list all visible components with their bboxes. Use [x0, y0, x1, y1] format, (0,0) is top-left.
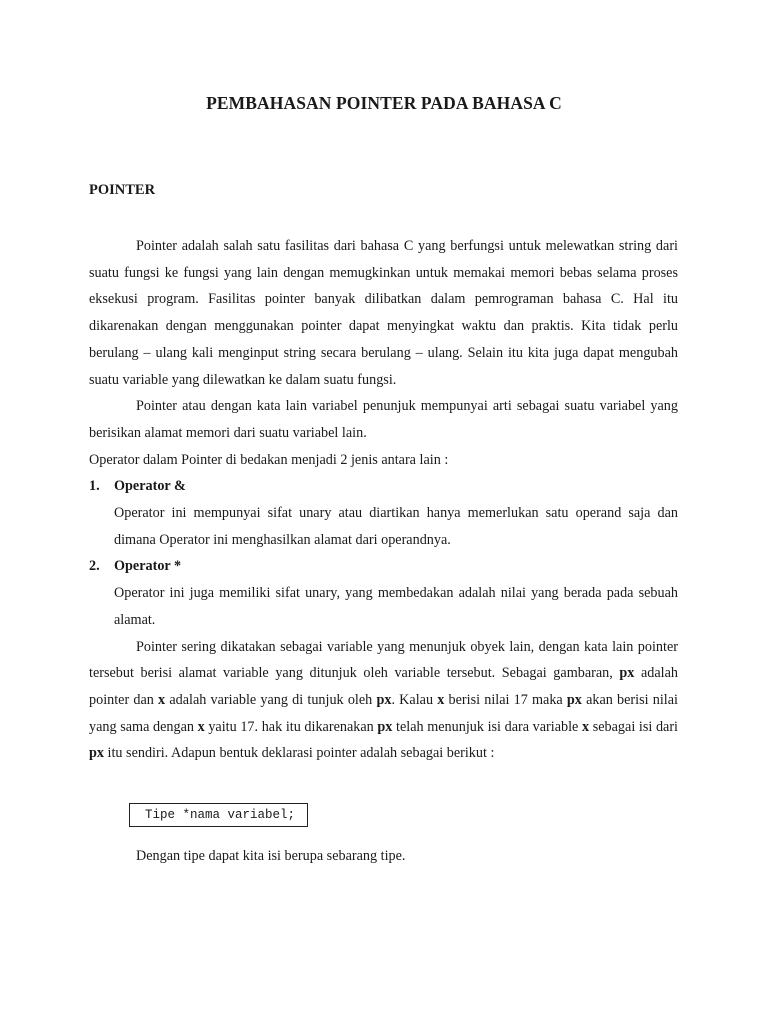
- var-x: x: [197, 718, 205, 735]
- code-declaration-box: Tipe *nama variabel;: [129, 803, 308, 827]
- var-px: px: [566, 691, 582, 708]
- var-px: px: [376, 691, 392, 708]
- section-heading: POINTER: [89, 182, 156, 198]
- document-title: PEMBAHASAN POINTER PADA BAHASA C: [206, 93, 562, 113]
- paragraph-3: [89, 634, 678, 768]
- var-px: px: [619, 665, 635, 682]
- text-run: akan berisi nilai yang sama dengan: [89, 691, 678, 735]
- list-number: 2.: [89, 558, 100, 575]
- text-run: berisi nilai 17 maka: [444, 691, 567, 708]
- paragraph-2: Pointer atau dengan kata lain variabel penunjuk mempunyai arti sebagai suatu variabel yang berisikan alamat memori dari suatu variabel lain.: [89, 398, 678, 441]
- text-run: . Kalau: [391, 691, 438, 708]
- text-run: adalah variable yang di tunjuk oleh: [165, 691, 377, 708]
- document-body: [89, 233, 678, 767]
- text-run: adalah pointer dan: [89, 665, 678, 708]
- list-number: 1.: [89, 478, 100, 495]
- operator-item-1: [89, 473, 678, 500]
- operator-title: Operator *: [114, 558, 182, 575]
- text-run: Pointer sering dikatakan sebagai variable yang menunjuk obyek lain, dengan kata lain pointer tersebut berisi alamat variable yang ditunjuk oleh variable tersebut. Sebagai gambaran,: [89, 638, 678, 682]
- text-run: sebagai isi dari: [589, 718, 678, 735]
- var-x: x: [582, 718, 590, 735]
- text-run: telah menunjuk isi dara variable: [392, 718, 582, 735]
- operator-description: Operator ini mempunyai sifat unary atau diartikan hanya memerlukan satu operand saja dan dimana Operator ini menghasilkan alamat dari operandnya.: [114, 505, 678, 548]
- var-x: x: [158, 691, 166, 708]
- operator-item-2: [89, 553, 678, 580]
- var-px: px: [89, 745, 104, 762]
- var-px: px: [377, 718, 393, 735]
- operator-intro: Operator dalam Pointer di bedakan menjadi 2 jenis antara lain :: [89, 451, 449, 468]
- text-run: yaitu 17. hak itu dikarenakan: [204, 718, 378, 735]
- closing-text: Dengan tipe dapat kita isi berupa sebarang tipe.: [136, 848, 406, 864]
- operator-title: Operator &: [114, 478, 186, 495]
- text-run: itu sendiri. Adapun bentuk deklarasi pointer adalah sebagai berikut :: [103, 745, 495, 762]
- paragraph-1: Pointer adalah salah satu fasilitas dari bahasa C yang berfungsi untuk melewatkan string dari suatu fungsi ke fungsi yang lain dengan memugkinkan untuk memakai memori bebas selama proses eksekusi program. Fasilitas pointer banyak dilibatkan dalam pemrograman bahasa C. Hal itu dikarenakan dengan menggunakan pointer dapat menyingkat waktu dan praktis. Kita tidak perlu berulang – ulang kali menginput string secara berulang – ulang. Selain itu kita juga dapat mengubah suatu variable yang dilewatkan ke dalam suatu fungsi.: [89, 238, 678, 388]
- operator-description: Operator ini juga memiliki sifat unary, yang membedakan adalah nilai yang berada pada sebuah alamat.: [114, 585, 678, 628]
- var-x: x: [437, 691, 445, 708]
